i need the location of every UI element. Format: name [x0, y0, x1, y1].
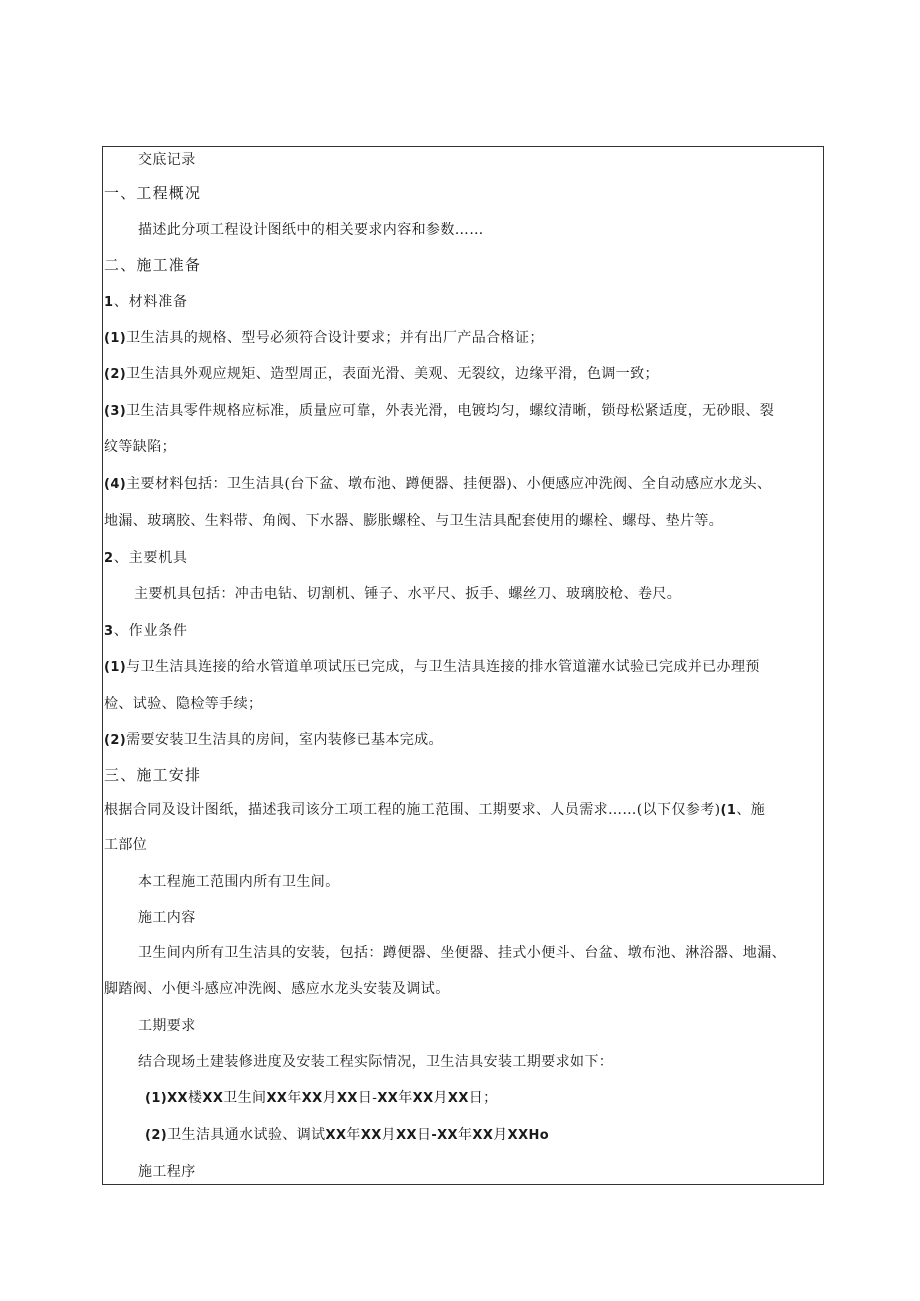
- sequence-heading: 施工程序: [138, 1164, 196, 1180]
- material-item-1: [104, 328, 822, 349]
- conditions-heading: [104, 621, 822, 642]
- schedule-token: 卫生间: [223, 1090, 267, 1106]
- schedule-token: 日: [416, 1127, 432, 1143]
- schedule-token: 月: [493, 1127, 508, 1143]
- schedule-token: XX: [396, 1128, 417, 1143]
- material-item-text: 卫生洁具的规格、型号必须符合设计要求；并有出厂产品合格证；: [126, 330, 544, 346]
- schedule-token: -XX: [431, 1128, 458, 1143]
- schedule-token: XX: [447, 1091, 469, 1106]
- schedule-token: 日-: [357, 1090, 378, 1106]
- schedule-token: XX: [377, 1091, 399, 1106]
- schedule-token: 月: [381, 1127, 397, 1143]
- arrange-text-cont: 工部位: [104, 837, 148, 853]
- schedule-token: XX: [266, 1091, 288, 1106]
- schedule-token: XX: [336, 1091, 358, 1106]
- arrange-text: [104, 800, 822, 821]
- schedule-token: 年: [398, 1090, 413, 1106]
- tools-heading-num: 2: [104, 551, 114, 566]
- condition-item-text: 与卫生洁具连接的给水管道单项试压已完成，与卫生洁具连接的排水管道灌水试验已完成并已办理预: [126, 659, 760, 675]
- schedule-token: 年: [287, 1090, 302, 1106]
- material-item-text: 主要材料包括：卫生洁具(台下盆、墩布池、蹲便器、挂便器)、小便感应冲洗阀、全自动感应水龙头、: [126, 476, 772, 492]
- schedule-token: XX: [472, 1128, 494, 1143]
- tools-heading-text: 、主要机具: [113, 550, 188, 566]
- material-item-text: 卫生洁具零件规格应标准，质量应可靠，外表光滑，电镀均匀，螺纹清晰，锁母松紧适度，无砂眼、裂: [126, 403, 775, 419]
- schedule-item-1: [145, 1088, 822, 1109]
- schedule-token: XX: [360, 1128, 382, 1143]
- schedule-token: XX: [325, 1128, 347, 1143]
- overview-heading: 一、工程概况: [104, 184, 202, 202]
- schedule-token: 年: [346, 1127, 361, 1143]
- arrange-heading: 三、施工安排: [104, 766, 202, 784]
- schedule-token: 楼: [187, 1090, 203, 1106]
- material-item-num: (1): [104, 331, 127, 346]
- schedule-token: XX: [412, 1091, 434, 1106]
- content-text-cont: 脚踏阀、小便斗感应冲洗阀、感应水龙头安装及调试。: [104, 981, 450, 997]
- material-item-2: [104, 364, 822, 385]
- content-heading: 施工内容: [138, 910, 196, 926]
- record-title: 交底记录: [138, 152, 196, 168]
- materials-heading-text: 、材料准备: [113, 294, 188, 310]
- arrange-text-tail: 、施: [736, 802, 766, 818]
- schedule-token: 月: [322, 1090, 337, 1106]
- schedule-token: 卫生洁具通水试验、调试: [167, 1127, 326, 1143]
- materials-heading-num: 1: [104, 295, 114, 310]
- conditions-heading-text: 、作业条件: [113, 623, 188, 639]
- tools-heading: [104, 548, 822, 569]
- schedule-token: 日；: [468, 1090, 498, 1106]
- prep-heading: 二、施工准备: [104, 256, 202, 274]
- scope-text: 本工程施工范围内所有卫生间。: [138, 874, 340, 890]
- material-item-num: (4): [104, 477, 127, 492]
- arrange-text-main: 根据合同及设计图纸，描述我司该分工项工程的施工范围、工期要求、人员需求……(以下仅参考): [104, 802, 721, 818]
- condition-item-text: 需要安装卫生洁具的房间，室内装修已基本完成。: [126, 732, 443, 748]
- schedule-token: XX: [202, 1091, 224, 1106]
- schedule-token: 月: [433, 1090, 448, 1106]
- tools-text: 主要机具包括：冲击电钻、切割机、锤子、水平尺、扳手、螺丝刀、玻璃胶枪、卷尺。: [134, 586, 682, 602]
- condition-item-num: (2): [104, 733, 127, 748]
- schedule-heading: 工期要求: [138, 1018, 196, 1034]
- material-item-4: [104, 474, 822, 495]
- overview-text: 描述此分项工程设计图纸中的相关要求内容和参数……: [138, 222, 484, 238]
- material-item-num: (2): [104, 367, 127, 382]
- conditions-heading-num: 3: [104, 624, 114, 639]
- schedule-token: XX: [301, 1091, 323, 1106]
- arrange-text-num: (1: [720, 803, 737, 818]
- materials-heading: [104, 292, 822, 313]
- condition-item-num: (1): [104, 660, 127, 675]
- condition-item-1: [104, 657, 822, 678]
- content-text: 卫生间内所有卫生洁具的安装，包括：蹲便器、坐便器、挂式小便斗、台盆、墩布池、淋浴器、地漏、: [138, 945, 786, 961]
- material-item-3-cont: 纹等缺陷；: [104, 439, 176, 455]
- material-item-4-cont: 地漏、玻璃胶、生料带、角阀、下水器、膨胀螺栓、与卫生洁具配套使用的螺栓、螺母、垫片等。: [104, 513, 724, 529]
- schedule-token: 年: [458, 1127, 473, 1143]
- condition-item-1-cont: 检、试验、隐检等手续；: [104, 696, 263, 712]
- material-item-3: [104, 401, 822, 422]
- schedule-token: XXHo: [507, 1128, 550, 1143]
- schedule-token: (2): [145, 1128, 168, 1143]
- schedule-token: (1)XX: [145, 1091, 188, 1106]
- material-item-num: (3): [104, 404, 127, 419]
- schedule-item-2: [145, 1125, 822, 1146]
- material-item-text: 卫生洁具外观应规矩、造型周正，表面光滑、美观、无裂纹，边缘平滑，色调一致；: [126, 366, 659, 382]
- schedule-text: 结合现场土建装修进度及安装工程实际情况，卫生洁具安装工期要求如下：: [138, 1054, 614, 1070]
- condition-item-2: [104, 730, 822, 751]
